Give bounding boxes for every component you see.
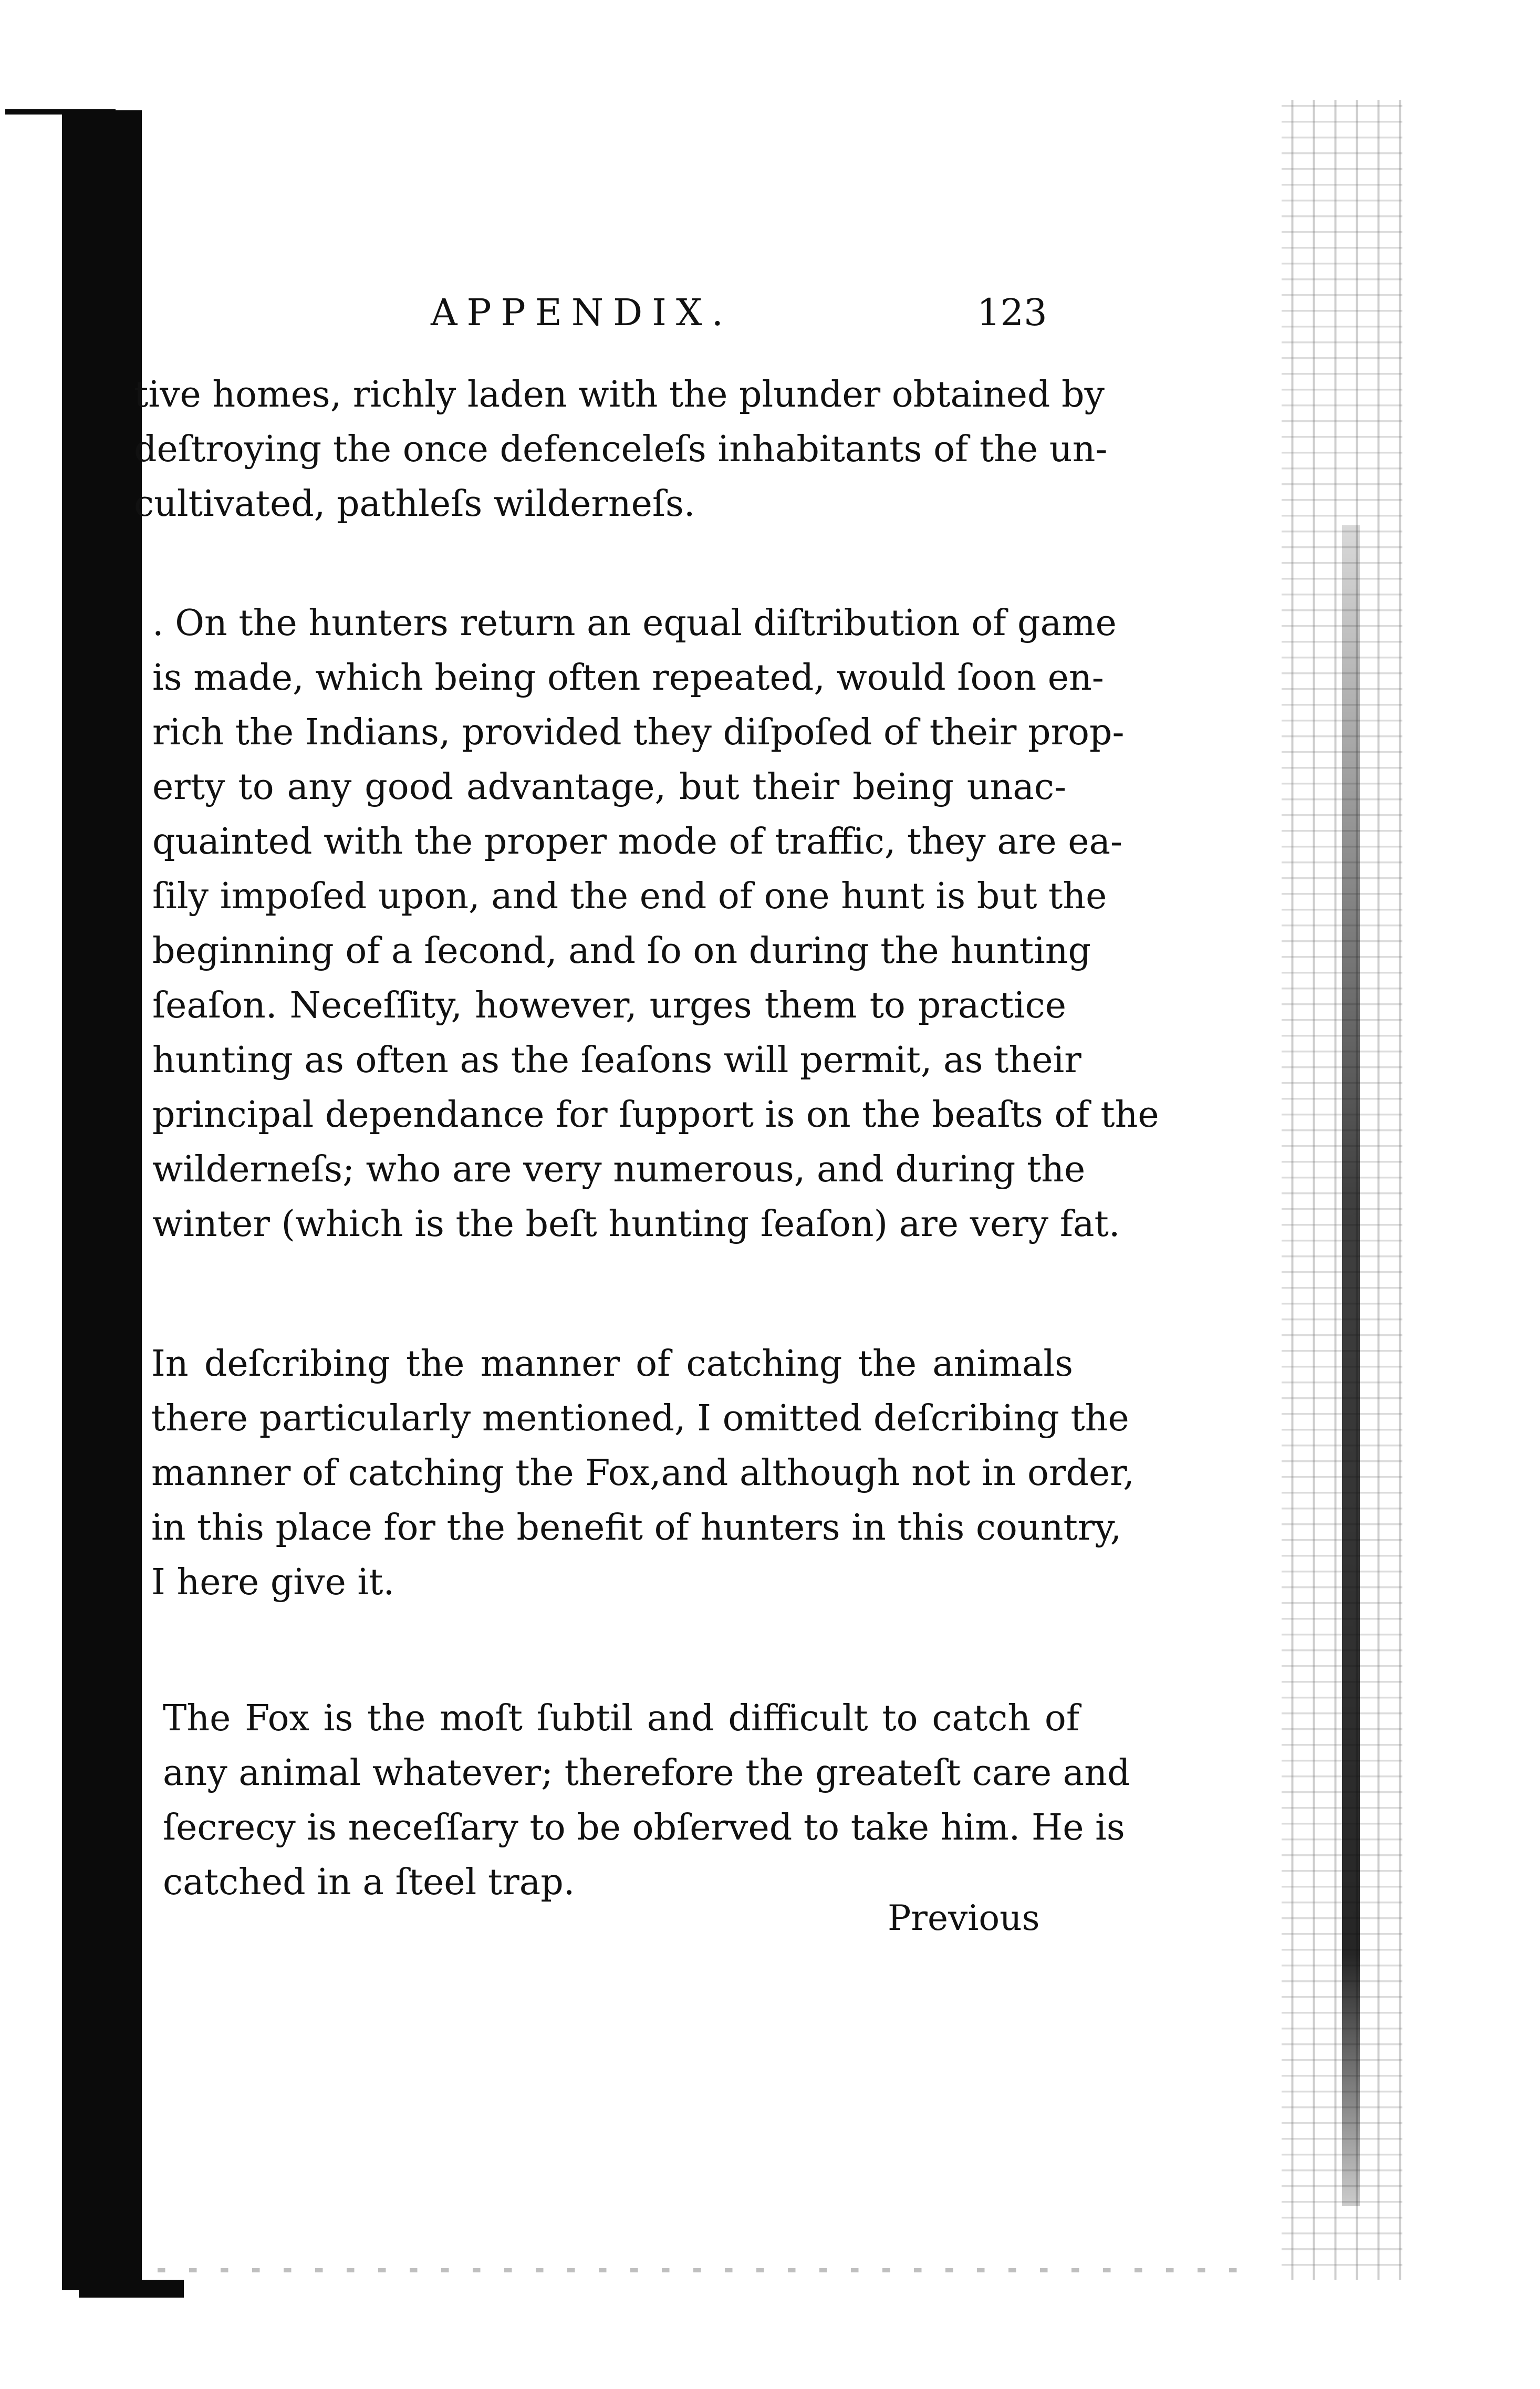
- text-line: ſeaſon. Neceſſity, however, urges them to practice: [152, 985, 1066, 1026]
- text-line: beginning of a ſecond, and ſo on during the hunting: [152, 930, 1091, 972]
- text-line: manner of catching the Fox,and although not in order,: [151, 1452, 1135, 1494]
- text-line: rich the Indians, provided they diſpoſed of their prop-: [152, 712, 1125, 753]
- paragraph-1: [134, 368, 1108, 532]
- text-line: any animal whatever; therefore the greateſt care and: [163, 1752, 1130, 1794]
- text-line: in this place for the benefit of hunters in this country,: [151, 1507, 1122, 1549]
- text-line: In deſcribing the manner of catching the animals: [151, 1343, 1073, 1385]
- text-line: cultivated, pathleſs wilderneſs.: [134, 483, 695, 525]
- text-line: quainted with the proper mode of traffic, they are ea-: [152, 821, 1122, 863]
- text-line: ſecrecy is neceſſary to be obſerved to take him. He is: [163, 1807, 1125, 1848]
- text-line: deſtroying the once defenceleſs inhabitants of the un-: [134, 429, 1108, 470]
- binding-edge: [62, 110, 142, 2290]
- text-line: is made, which being often repeated, would ſoon en-: [152, 657, 1104, 699]
- text-line: The Fox is the moſt ſubtil and difficult to catch of: [163, 1698, 1079, 1739]
- text-line: tive homes, richly laden with the plunder obtained by: [134, 374, 1105, 416]
- text-line: . On the hunters return an equal diſtribution of game: [152, 603, 1117, 644]
- text-line: erty to any good advantage, but their being unac-: [152, 766, 1066, 808]
- binding-edge-foot: [79, 2280, 184, 2298]
- bottom-edge-specks: [158, 2268, 1261, 2272]
- paragraph-3: [151, 1337, 1135, 1610]
- text-line: hunting as often as the ſeaſons will permit, as their: [152, 1040, 1081, 1081]
- page-header: [431, 284, 1114, 341]
- text-line: principal dependance for ſupport is on the beaſts of the: [152, 1094, 1159, 1136]
- running-head: APPENDIX.: [431, 291, 733, 334]
- catchword: Previous: [888, 1898, 1040, 1938]
- text-line: catched in a ſteel trap.: [163, 1862, 575, 1903]
- text-line: I here give it.: [151, 1562, 395, 1603]
- page-number: 123: [977, 291, 1047, 334]
- text-line: wilderneſs; who are very numerous, and during the: [152, 1149, 1086, 1190]
- gutter-dark-band: [1342, 525, 1360, 2206]
- paragraph-2: [152, 596, 1159, 1252]
- paragraph-4: [163, 1691, 1130, 1910]
- text-line: winter (which is the beſt hunting ſeaſon) are very fat.: [152, 1203, 1120, 1245]
- text-line: there particularly mentioned, I omitted deſcribing the: [151, 1398, 1129, 1439]
- text-line: ſily impoſed upon, and the end of one hunt is but the: [152, 876, 1107, 917]
